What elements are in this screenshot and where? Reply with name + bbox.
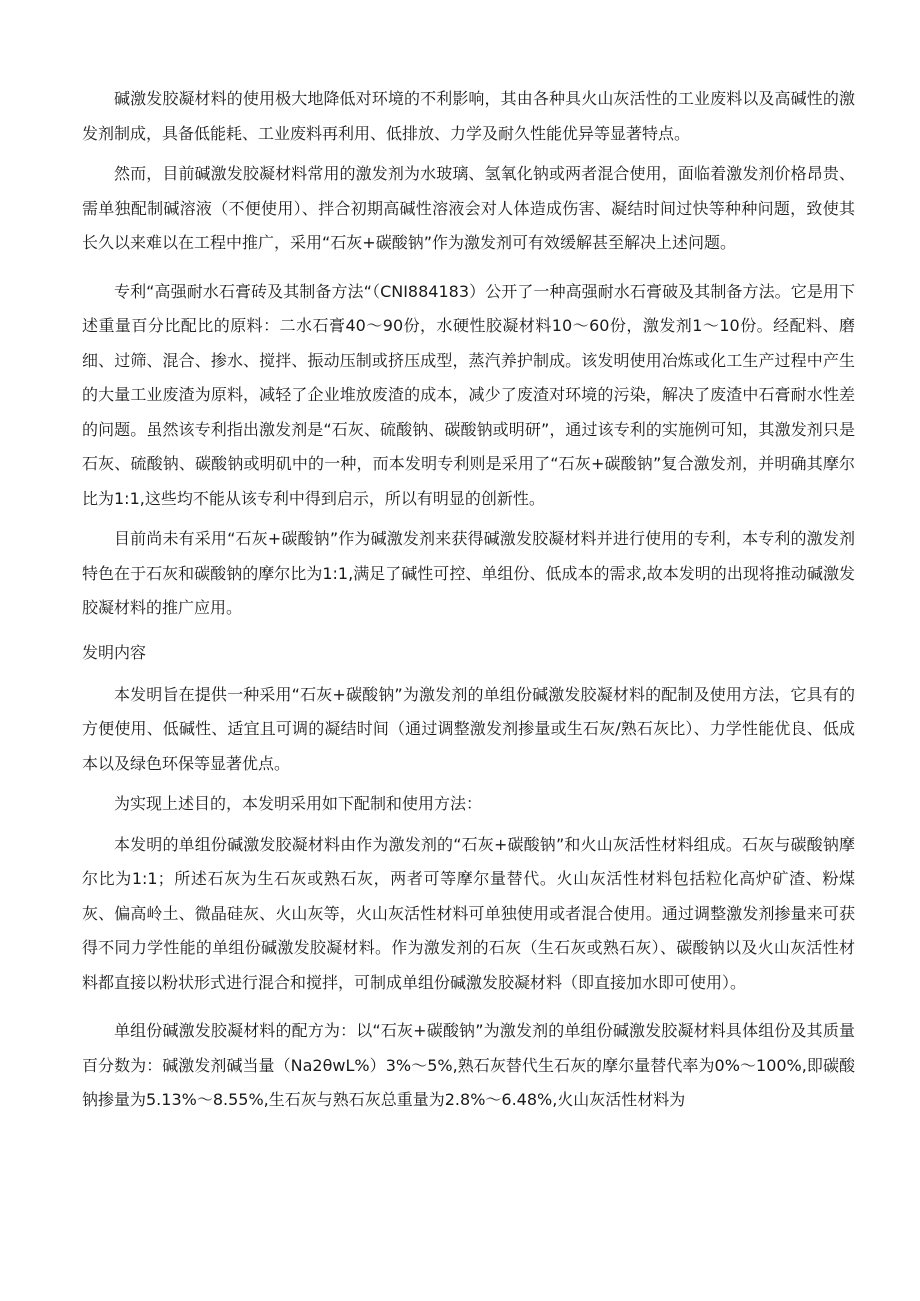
- paragraph-novelty: 目前尚未有采用“石灰+碳酸钠”作为碱激发剂来获得碱激发胶凝材料并进行使用的专利，本专利的激发剂特色在于石灰和碳酸钠的摩尔比为1:1,满足了碱性可控、单组份、低成本的需求,故本发明的出现将推动碱激发胶凝材料的推广应用。: [82, 529, 855, 617]
- paragraph-problems: 然而，目前碱激发胶凝材料常用的激发剂为水玻璃、氢氧化钠或两者混合使用，面临着激发剂价格昂贵、需单独配制碱溶液（不便使用）、拌合初期高碱性溶液会对人体造成伤害、凝结时间过快等种种问题，致使其长久以来难以在工程中推广，采用“石灰+碳酸钠”作为激发剂可有效缓解甚至解决上述问题。: [82, 164, 855, 252]
- paragraph-prior-patent: 专利“高强耐水石膏砖及其制备方法“（CNI884183）公开了一种高强耐水石膏破及其制备方法。它是用下述重量百分比配比的原料：二水石膏40～90份，水硬性胶凝材料10～60份，激发剂1～10份。经配料、磨细、过筛、混合、掺水、搅拌、振动压制或挤压成型，蒸汽养护制成。该发明使用冶炼或化工生产过程中产生的大量工业废渣为原料，减轻了企业堆放废渣的成本，减少了废渣对环境的污染，解决了废渣中石膏耐水性差的问题。虽然该专利指出激发剂是“石灰、硫酸钠、碳酸钠或明研”，通过该专利的实施例可知，其激发剂只是石灰、硫酸钠、碳酸钠或明矶中的一种，而本发明专利则是采用了“石灰+碳酸钠”复合激发剂，并明确其摩尔比为1:1,这些均不能从该专利中得到启示，所以有明显的创新性。: [82, 281, 855, 508]
- paragraph-purpose: 本发明旨在提供一种采用“石灰+碳酸钠”为激发剂的单组份碱激发胶凝材料的配制及使用方法，它具有的方便使用、低碱性、适宜且可调的凝结时间（通过调整激发剂掺量或生石灰/熟石灰比）、力学性能优良、低成本以及绿色环保等显著优点。: [82, 684, 855, 773]
- paragraph-formula: 单组份碱激发胶凝材料的配方为：以“石灰+碳酸钠”为激发剂的单组份碱激发胶凝材料具体组份及其质量百分数为：碱激发剂碱当量（Na2θwL%）3%～5%,熟石灰替代生石灰的摩尔量替代率为0%～100%,即碳酸钠掺量为5.13%～8.55%,生石灰与熟石灰总重量为2.8%～6.48%,火山灰活性材料为: [82, 1021, 855, 1109]
- section-heading: 发明内容: [82, 642, 147, 662]
- paragraph-composition: 本发明的单组份碱激发胶凝材料由作为激发剂的“石灰+碳酸钠”和火山灰活性材料组成。石灰与碳酸钠摩尔比为1:1；所述石灰为生石灰或熟石灰，两者可等摩尔量替代。火山灰活性材料包括粒化高炉矿渣、粉煤灰、偏高岭土、微晶硅灰、火山灰等，火山灰活性材料可单独使用或者混合使用。通过调整激发剂掺量来可获得不同力学性能的单组份碱激发胶凝材料。作为激发剂的石灰（生石灰或熟石灰）、碳酸钠以及火山灰活性材料都直接以粉状形式进行混合和搅拌，可制成单组份碱激发胶凝材料（即直接加水即可使用）。: [82, 834, 855, 992]
- paragraph-method-intro: 为实现上述目的，本发明采用如下配制和使用方法：: [114, 794, 483, 813]
- paragraph-intro: 碱激发胶凝材料的使用极大地降低对环境的不利影响，其由各种具火山灰活性的工业废料以及高碱性的激发剂制成，具备低能耗、工业废料再利用、低排放、力学及耐久性能优异等显著特点。: [82, 89, 855, 143]
- document-page: [82, 82, 855, 1118]
